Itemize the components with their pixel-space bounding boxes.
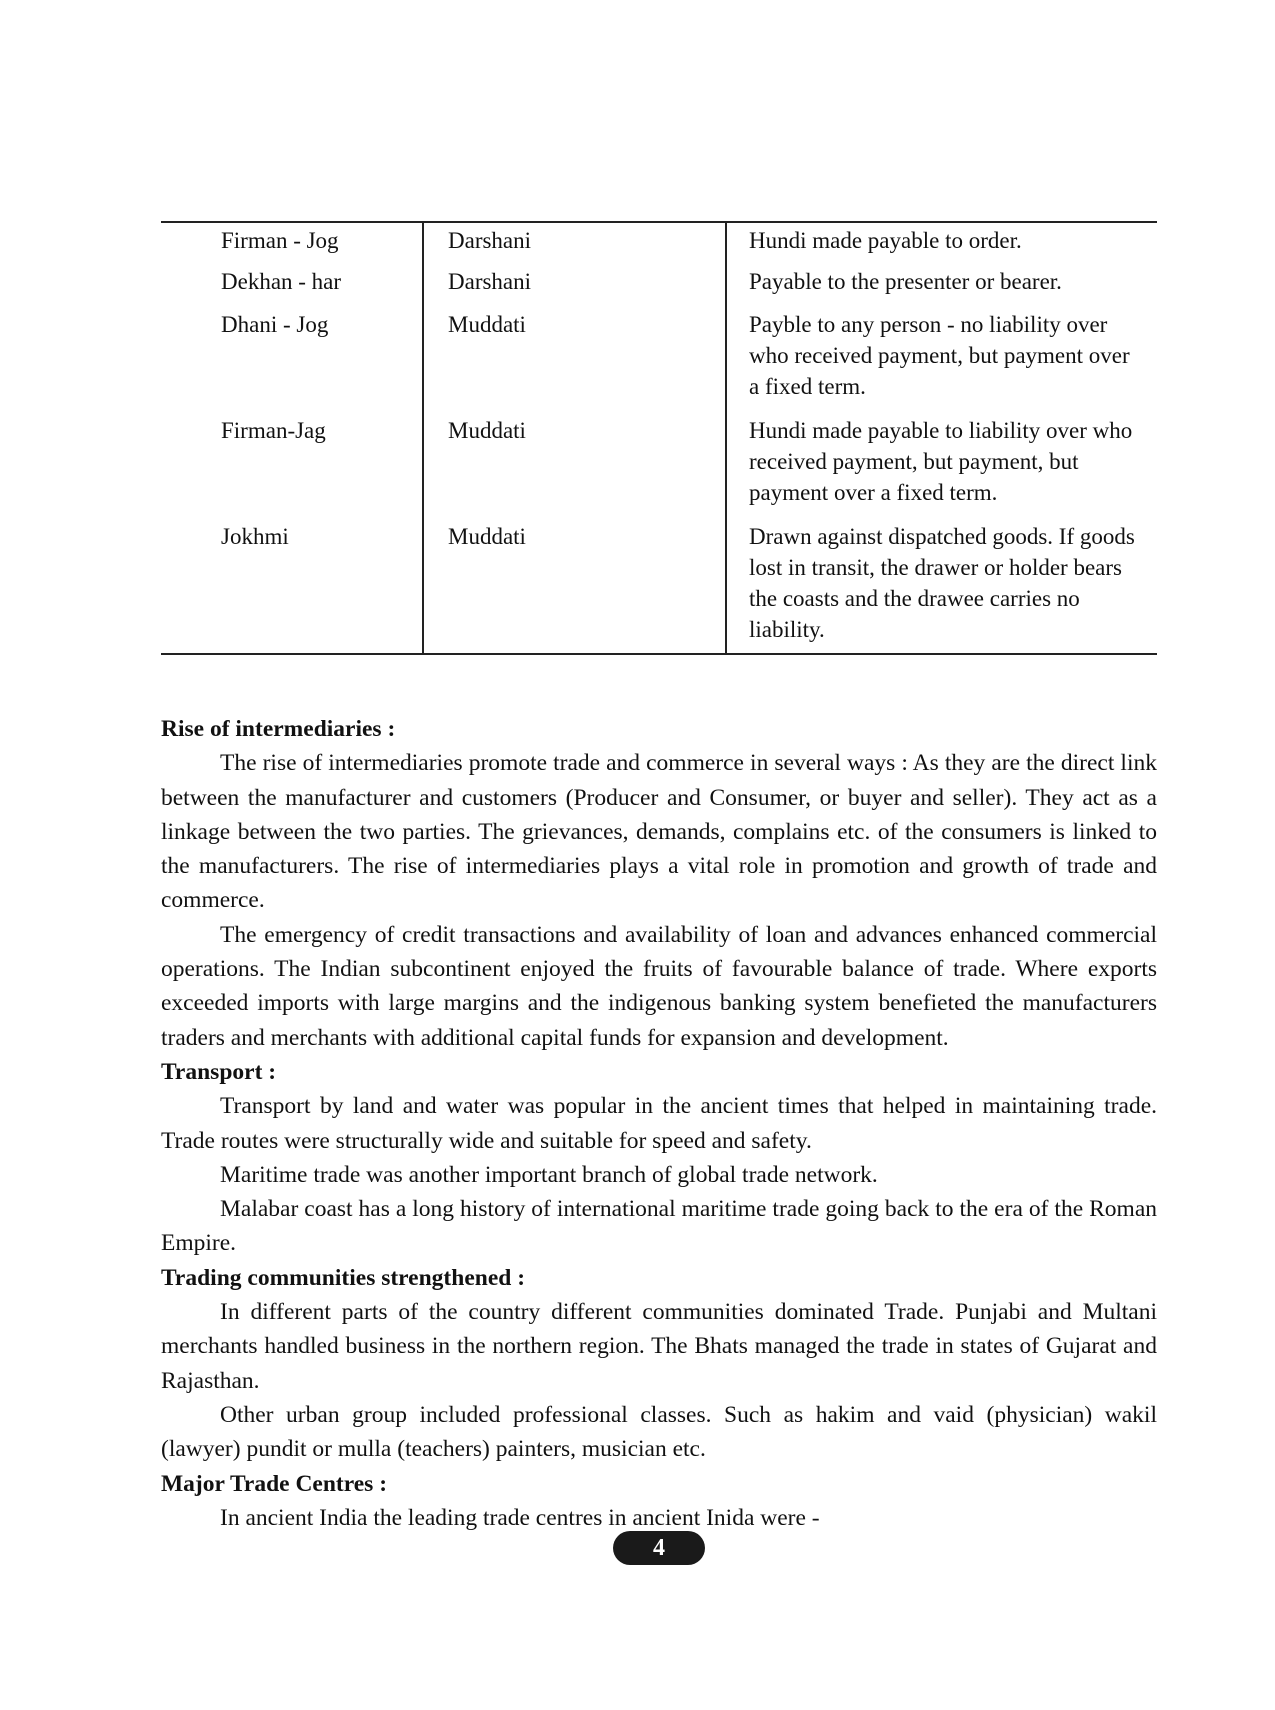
table-row [161,223,1157,266]
body-text [161,712,1157,1535]
hundi-description-cell: Payable to the presenter or bearer. [749,269,1062,294]
paragraph: The emergency of credit transactions and availability of loan and advances enhanced commercial operations. The Indian subcontinent enjoyed the fruits of favourable balance of trade. Where exports exceeded imports with large margins and the indigenous banking system benefieted the manufacturers traders and merchants with additional capital funds for expansion and development. [161,921,1157,1051]
paragraph: Malabar coast has a long history of international maritime trade going back to the era of the Roman Empire. [161,1196,1157,1257]
hundi-name-cell: Dekhan - har [161,266,424,309]
table-row [161,266,1157,309]
table-row [161,521,1157,653]
hundi-name-cell: Jokhmi [161,521,424,653]
hundi-types-table [161,221,1157,655]
hundi-name-cell: Firman - Jog [161,223,424,266]
section-heading-intermediaries: Rise of intermediaries : [161,716,396,742]
hundi-type-cell: Muddati [424,415,727,521]
paragraph: Other urban group included professional classes. Such as hakim and vaid (physician) wakil (lawyer) pundit or mulla (teachers) painters, musician etc. [161,1401,1157,1463]
section-heading-trading-communities: Trading communities strengthened : [161,1264,526,1291]
paragraph: In different parts of the country different communities dominated Trade. Punjabi and Multani merchants handled business in the northern region. The Bhats managed the trade in states of Gujarat and Rajasthan. [161,1299,1157,1394]
hundi-type-cell: Darshani [424,223,727,266]
hundi-name-cell: Dhani - Jog [161,309,424,415]
hundi-description-cell: Hundi made payable to order. [749,228,1022,253]
hundi-type-cell: Muddati [424,521,727,653]
hundi-name-cell: Firman-Jag [161,415,424,521]
hundi-description-cell: Hundi made payable to liability over who received payment, but payment, but payment over a fixed term. [749,418,1133,505]
hundi-description-cell: Payble to any person - no liability over who received payment, but payment over a fixed term. [749,312,1130,399]
hundi-description-cell: Drawn against dispatched goods. If goods lost in transit, the drawer or holder bears the coasts and the drawee carries no liability. [749,524,1135,642]
paragraph: Transport by land and water was popular in the ancient times that helped in maintaining trade. Trade routes were structurally wide and suitable for speed and safety. [161,1093,1157,1154]
paragraph: In ancient India the leading trade centres in ancient Inida were - [220,1504,820,1531]
page-number-badge: 4 [613,1531,705,1565]
table-row [161,415,1157,521]
paragraph: Maritime trade was another important branch of global trade network. [220,1161,878,1188]
section-heading-trade-centres: Major Trade Centres : [161,1470,388,1497]
hundi-type-cell: Darshani [424,266,727,309]
paragraph: The rise of intermediaries promote trade and commerce in several ways : As they are the direct link between the manufacturer and customers (Producer and Consumer, or buyer and seller). They act as a linkage between the two parties. The grievances, demands, complains etc. of the consumers is linked to the manufacturers. The rise of intermediaries plays a vital role in promotion and growth of trade and commerce. [161,750,1157,914]
hundi-type-cell: Muddati [424,309,727,415]
section-heading-transport: Transport : [161,1058,277,1085]
table-row [161,309,1157,415]
